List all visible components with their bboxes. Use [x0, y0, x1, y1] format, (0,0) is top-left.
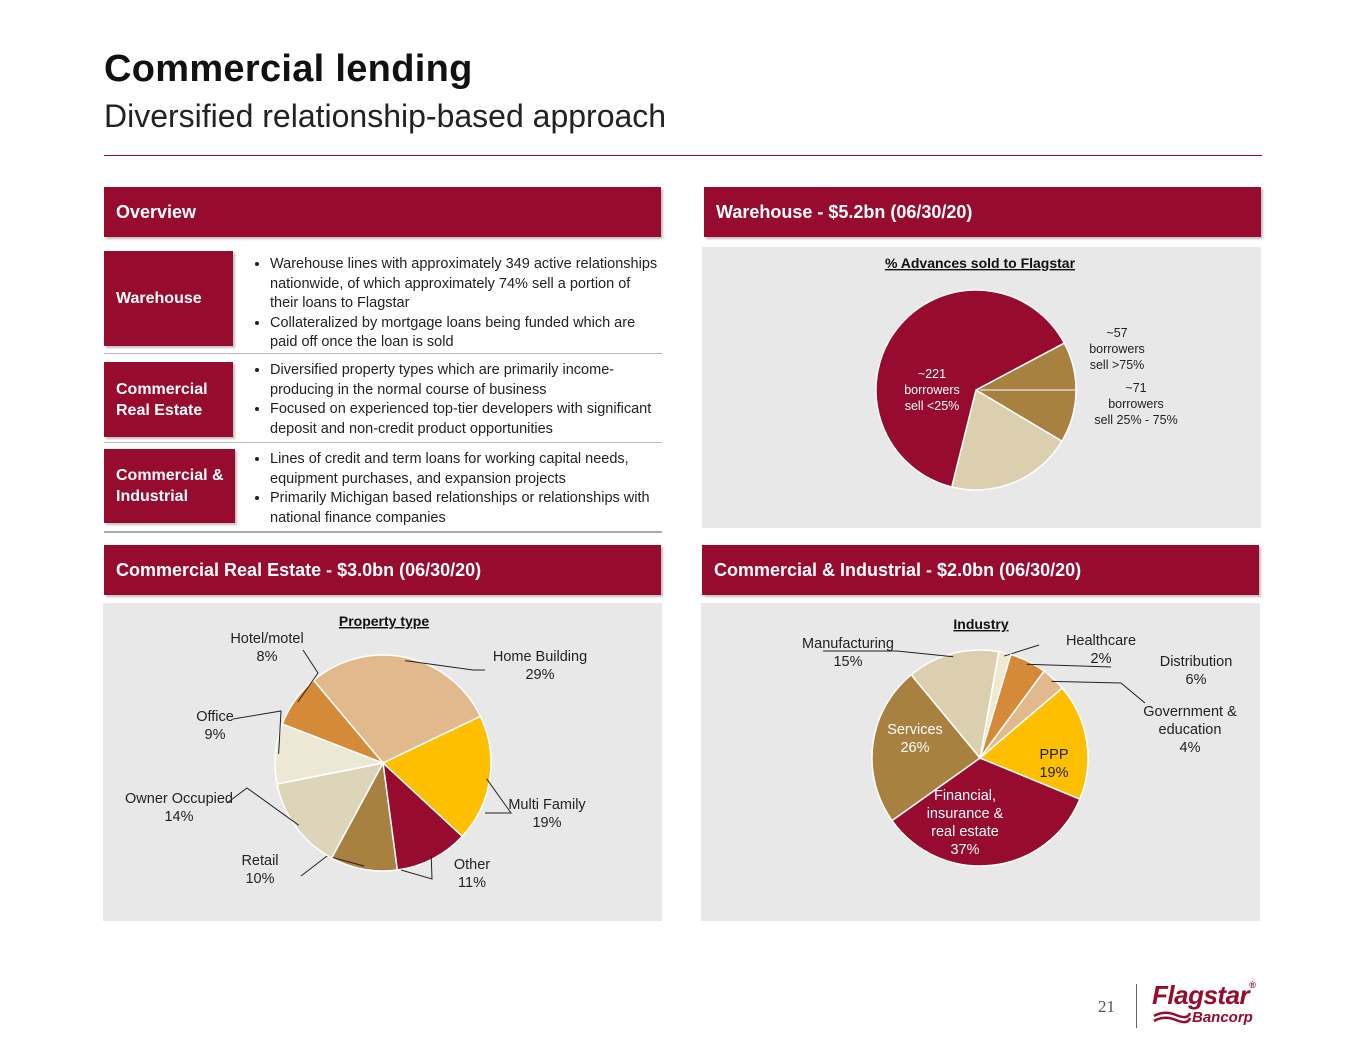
slice-label-57-borrowers-sell-75 [1089, 326, 1145, 372]
segment-label-warehouse [104, 251, 233, 346]
overview-banner-label: Overview [116, 201, 197, 222]
bullet-item: • Lines of credit and term loans for working capital needs, equipment purchases, and expansion projects [270, 450, 660, 489]
slice-label-line: sell >75% [1089, 358, 1145, 372]
slice-label-line: Home Building [492, 649, 588, 665]
slice-label-line: 29% [525, 667, 555, 683]
logo-swoosh-icon [1152, 1010, 1192, 1024]
segment-bullets-ci [250, 450, 660, 528]
slice-label-line: real estate [931, 824, 999, 840]
slice-label-retail [241, 853, 278, 887]
slice-label-line: Healthcare [1065, 633, 1137, 649]
segment-bullets-cre [250, 361, 660, 439]
slice-label-line: Other [453, 857, 491, 873]
slice-label-line: ~57 [1106, 326, 1128, 340]
footer-divider [1136, 984, 1137, 1028]
slice-label-government-education [1143, 704, 1237, 756]
ci-banner [702, 545, 1259, 595]
slice-label-line: 11% [458, 875, 486, 891]
slice-label-other [454, 857, 490, 891]
slice-label-line: Owner Occupied [125, 791, 233, 807]
bullet-item: • Warehouse lines with approximately 349 active relationships nationwide, of which approximately 74% sell a portion of their loans to Flagstar [270, 255, 660, 314]
page-title: Commercial lending [104, 48, 473, 90]
slice-label-line: Hotel/motel [230, 631, 304, 647]
slice-label-multi-family [508, 797, 586, 831]
cre-banner-label: Commercial Real Estate - $3.0bn (06/30/20) [116, 559, 482, 580]
cre-banner [104, 545, 661, 595]
industry-pie-chart [701, 603, 1260, 921]
slice-label-line: Financial, [933, 788, 997, 804]
page-subtitle: Diversified relationship-based approach [104, 98, 667, 134]
segment-label-text: Warehouse [116, 290, 202, 307]
slice-label-line: 4% [1179, 740, 1201, 756]
slice-label-line: 2% [1090, 651, 1112, 667]
slice-label-line: 37% [950, 842, 980, 858]
chart-title: Industry [953, 616, 1009, 632]
segment-divider [104, 442, 662, 443]
segment-label-cre [104, 362, 233, 437]
slice-label-line: borrowers [904, 383, 960, 397]
slice-label-line: Multi Family [508, 797, 586, 813]
segment-label-ci [104, 449, 235, 523]
property-type-pie-chart [103, 603, 662, 921]
slice-label-line: Government & [1143, 704, 1237, 720]
leader-line [1004, 645, 1039, 656]
slice-label-home-building [493, 649, 587, 683]
segment-label-text: Commercial & Industrial [116, 467, 224, 505]
slice-label-line: 19% [1039, 765, 1069, 781]
slice-label-line: 6% [1185, 672, 1207, 688]
page-number: 21 [1098, 997, 1115, 1016]
slice-label-owner-occupied [125, 791, 233, 825]
slice-label-line: 8% [256, 649, 278, 665]
ci-chart-panel [701, 603, 1260, 921]
slice-label-71-borrowers-sell-25-75 [1094, 381, 1177, 427]
slice-label-line: 14% [164, 809, 194, 825]
slice-label-line: Services [887, 722, 943, 738]
slice-label-distribution [1160, 654, 1233, 688]
slice-label-hotel-motel [230, 631, 303, 665]
leader-line [233, 711, 281, 754]
slice-label-line: sell 25% - 75% [1094, 413, 1178, 427]
segment-divider [104, 531, 662, 533]
slice-label-line: PPP [1039, 747, 1069, 763]
slice-label-line: Manufacturing [802, 636, 894, 652]
segment-label-text: Commercial Real Estate [116, 380, 208, 419]
ci-banner-label: Commercial & Industrial - $2.0bn (06/30/20) [714, 559, 1082, 580]
slice-label-line: insurance & [926, 806, 1004, 822]
chart-title: % Advances sold to Flagstar [884, 255, 1076, 271]
segment-divider [104, 353, 662, 354]
slice-label-line: education [1158, 722, 1222, 738]
slice-label-line: 26% [900, 740, 930, 756]
bullet-item: • Diversified property types which are primarily income-producing in the normal course of business [270, 361, 660, 400]
logo-sub: Bancorp [1192, 1009, 1253, 1026]
warehouse-banner-label: Warehouse - $5.2bn (06/30/20) [716, 201, 973, 222]
warehouse-chart-panel [702, 247, 1261, 528]
bullet-item: • Focused on experienced top-tier developers with significant deposit and non-credit product opportunities [270, 400, 660, 439]
warehouse-pie-chart [702, 247, 1261, 528]
flagstar-logo [1152, 980, 1267, 1030]
slice-label-line: Distribution [1159, 654, 1233, 670]
chart-title: Property type [338, 613, 430, 629]
segment-bullets-warehouse [250, 255, 660, 353]
slice-label-manufacturing [802, 636, 894, 670]
slice-label-line: borrowers [1089, 342, 1145, 356]
slice-label-office [196, 709, 234, 743]
slice-label-line: 19% [532, 815, 562, 831]
logo-mark: ® [1249, 980, 1256, 990]
slice-label-healthcare [1066, 633, 1136, 667]
slice-label-line: borrowers [1108, 397, 1164, 411]
overview-banner [104, 187, 661, 237]
warehouse-banner [704, 187, 1261, 237]
slice-label-line: Office [196, 709, 234, 725]
slice-label-line: Retail [241, 853, 279, 869]
slice-label-line: sell <25% [904, 399, 960, 413]
slice-label-line: 15% [833, 654, 863, 670]
slice-label-line: ~221 [917, 367, 947, 381]
slice-label-line: 9% [204, 727, 226, 743]
slice-label-line: ~71 [1125, 381, 1147, 395]
slice-label-line: 10% [245, 871, 275, 887]
title-rule [104, 155, 1262, 156]
bullet-item: • Primarily Michigan based relationships or relationships with national finance companies [270, 489, 660, 528]
bullet-item: • Collateralized by mortgage loans being funded which are paid off once the loan is sold [270, 314, 660, 353]
cre-chart-panel [103, 603, 662, 921]
logo-name: Flagstar [1152, 980, 1250, 1010]
